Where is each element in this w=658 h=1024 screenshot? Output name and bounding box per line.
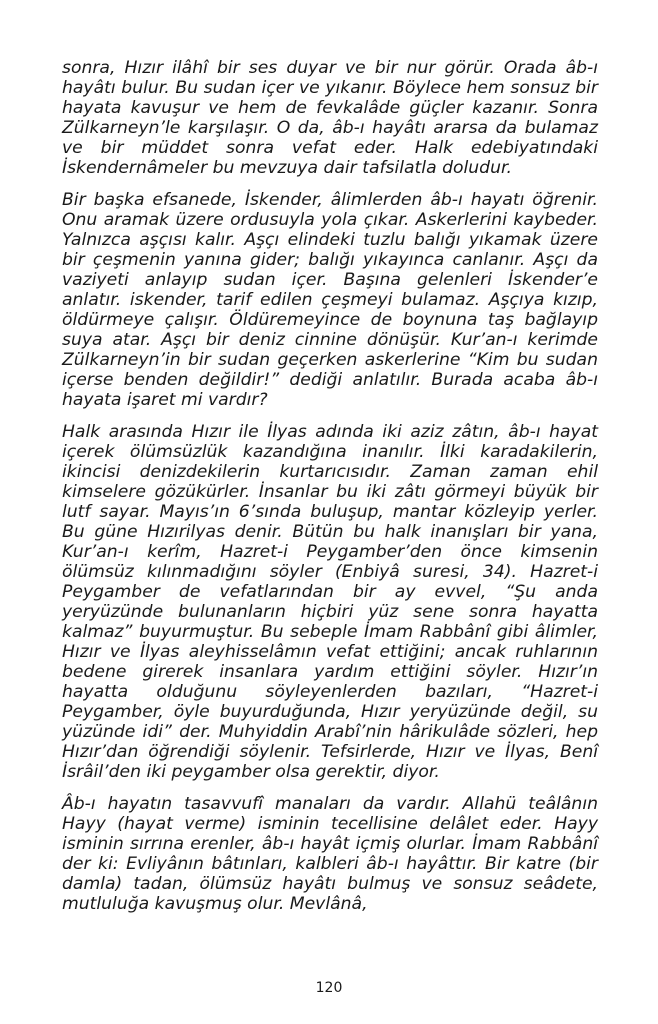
paragraph-3: Halk arasında Hızır ile İlyas adında iki aziz zâtın, âb-ı hayat içerek ölümsüzlük kazandığına inanılır. İlki karadakilerin, ikincisi denizdekilerin kurtarıcısıdır. Zaman zaman ehil kimselere gözükürler. İnsanlar bu iki zâtı görmeyi büyük bir lutf sayar. Mayıs’ın 6’sında buluşup, mantar közleyip yerler. Bu güne Hızırilyas denir. Bütün bu halk inanışları bir yana, Kur’an-ı kerîm, Hazret-i Peygamber’den önce kimsenin ölümsüz kılınmadığını söyler (Enbiyâ suresi, 34). Hazret-i Peygamber de vefatlarından bir ay evvel, “Şu anda yeryüzünde bulunanların hiçbiri yüz sene sonra hayatta kalmaz” buyurmuştur. Bu sebeple İmam Rabbânî gibi âlimler, Hızır ve İlyas aleyhisselâmın vefat ettiğini; ancak ruhlarının bedene girerek insanlara yardım ettiğini söyler. Hızır’ın hayatta olduğunu söyleyenlerden bazıları, “Hazret-i Peygamber, öyle buyurduğunda, Hızır yeryüzünde değil, su yüzünde idi” der. Muhyiddin Arabî’nin hârikulâde sözleri, hep Hızır’dan öğrendiği söylenir. Tefsirlerde, Hızır ve İlyas, Benî İsrâil’den iki peygamber olsa gerektir, diyor. — [62, 422, 598, 782]
paragraph-4: Âb-ı hayatın tasavvufî manaları da vardır. Allahü teâlânın Hayy (hayat verme) isminin tecellisine delâlet eder. Hayy isminin sırrına erenler, âb-ı hayât içmiş olurlar. İmam Rabbânî der ki: Evliyânın bâtınları, kalbleri âb-ı hayâttır. Bir katre (bir damla) tadan, ölümsüz hayâtı bulmuş ve sonsuz seâdete, mutluluğa kavuşmuş olur. Mevlânâ, — [62, 794, 598, 914]
paragraph-2: Bir başka efsanede, İskender, âlimlerden âb-ı hayatı öğrenir. Onu aramak üzere ordusuyla yola çıkar. Askerlerini kaybeder. Yalnızca aşçısı kalır. Aşçı elindeki tuzlu balığı yıkamak üzere bir çeşmenin yanına gider; balığı yıkayınca canlanır. Aşçı da vaziyeti anlayıp sudan içer. Başına gelenleri İskender’e anlatır. iskender, tarif edilen çeşmeyi bulamaz. Aşçıya kızıp, öldürmeye çalışır. Öldüremeyince de boynuna taş bağlayıp suya atar. Aşçı bir deniz cinnine dönüşür. Kur’an-ı kerimde Zülkarneyn’in bir sudan geçerken askerlerine “Kim bu sudan içerse benden değildir!” dediği anlatılır. Burada acaba âb-ı hayata işaret mi vardır? — [62, 190, 598, 410]
page-number: 120 — [315, 980, 343, 996]
paragraph-1: sonra, Hızır ilâhî bir ses duyar ve bir nur görür. Orada âb-ı hayâtı bulur. Bu sudan içer ve yıkanır. Böylece hem sonsuz bir hayata kavuşur ve hem de fevkalâde güçler kazanır. Sonra Zülkarneyn’le karşılaşır. O da, âb-ı hayâtı ararsa da bulamaz ve bir müddet sonra vefat eder. Halk edebiyatındaki İskendernâmeler bu mevzuya dair tafsilatla doludur. — [62, 58, 598, 178]
page-text-column — [62, 58, 598, 926]
